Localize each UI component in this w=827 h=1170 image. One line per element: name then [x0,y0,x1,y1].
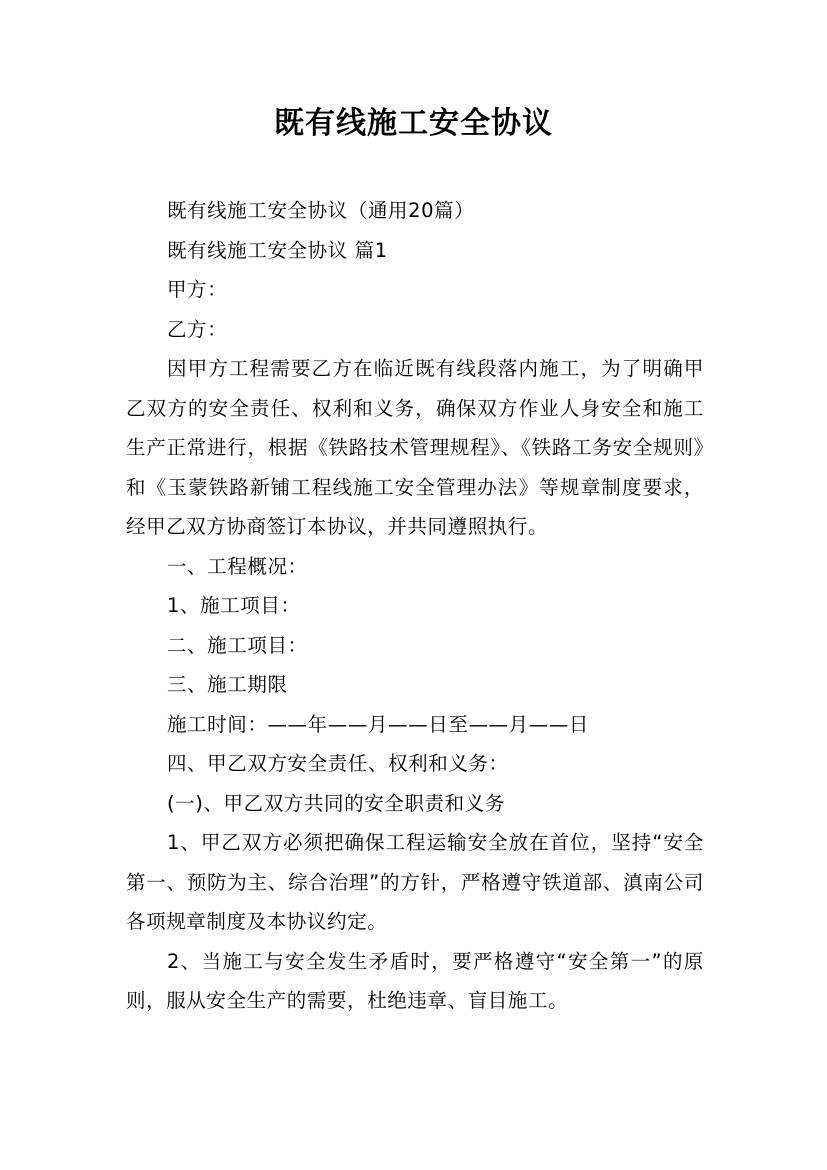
paragraph-shared-duties: (一)、甲乙双方共同的安全职责和义务 [166,791,505,815]
paragraph-section-heading: 既有线施工安全协议 篇1 [166,238,388,262]
paragraph-preamble: 因甲方工程需要乙方在临近既有线段落内施工，为了明确甲乙双方的安全责任、权利和义务，确保双方作业人身安全和施工生产正常进行，根据《铁路技术管理规程》、《铁路工务安全规则》和《玉蒙铁路新铺工程线施工安全管理办法》等规章制度要求，经甲乙双方协商签订本协议，并共同遵照执行。 [126,357,704,538]
document-body [126,191,704,1021]
paragraph-construction-item-2: 二、施工项目： [166,633,308,657]
paragraph-project-overview: 一、工程概况： [166,554,308,578]
paragraph-subtitle: 既有线施工安全协议（通用20篇） [166,199,475,222]
paragraph-construction-period: 三、施工期限 [166,673,288,696]
paragraph-responsibilities: 四、甲乙双方安全责任、权利和义务： [166,752,509,775]
paragraph-construction-time: 施工时间：——年——月——日至——月——日 [166,712,590,736]
paragraph-duty-1: 1、甲乙双方必须把确保工程运输安全放在首位，坚持“安全第一、预防为主、综合治理”的方针，严格遵守铁道部、滇南公司各项规章制度及本协议约定。 [126,831,704,933]
paragraph-party-a: 甲方： [166,278,228,301]
paragraph-construction-item-1: 1、施工项目： [166,594,301,617]
document-title: 既有线施工安全协议 [274,106,553,141]
paragraph-duty-2: 2、当施工与安全发生矛盾时，要严格遵守“安全第一”的原则，服从安全生产的需要，杜绝违章、盲目施工。 [126,949,704,1012]
paragraph-party-b: 乙方： [166,317,228,341]
